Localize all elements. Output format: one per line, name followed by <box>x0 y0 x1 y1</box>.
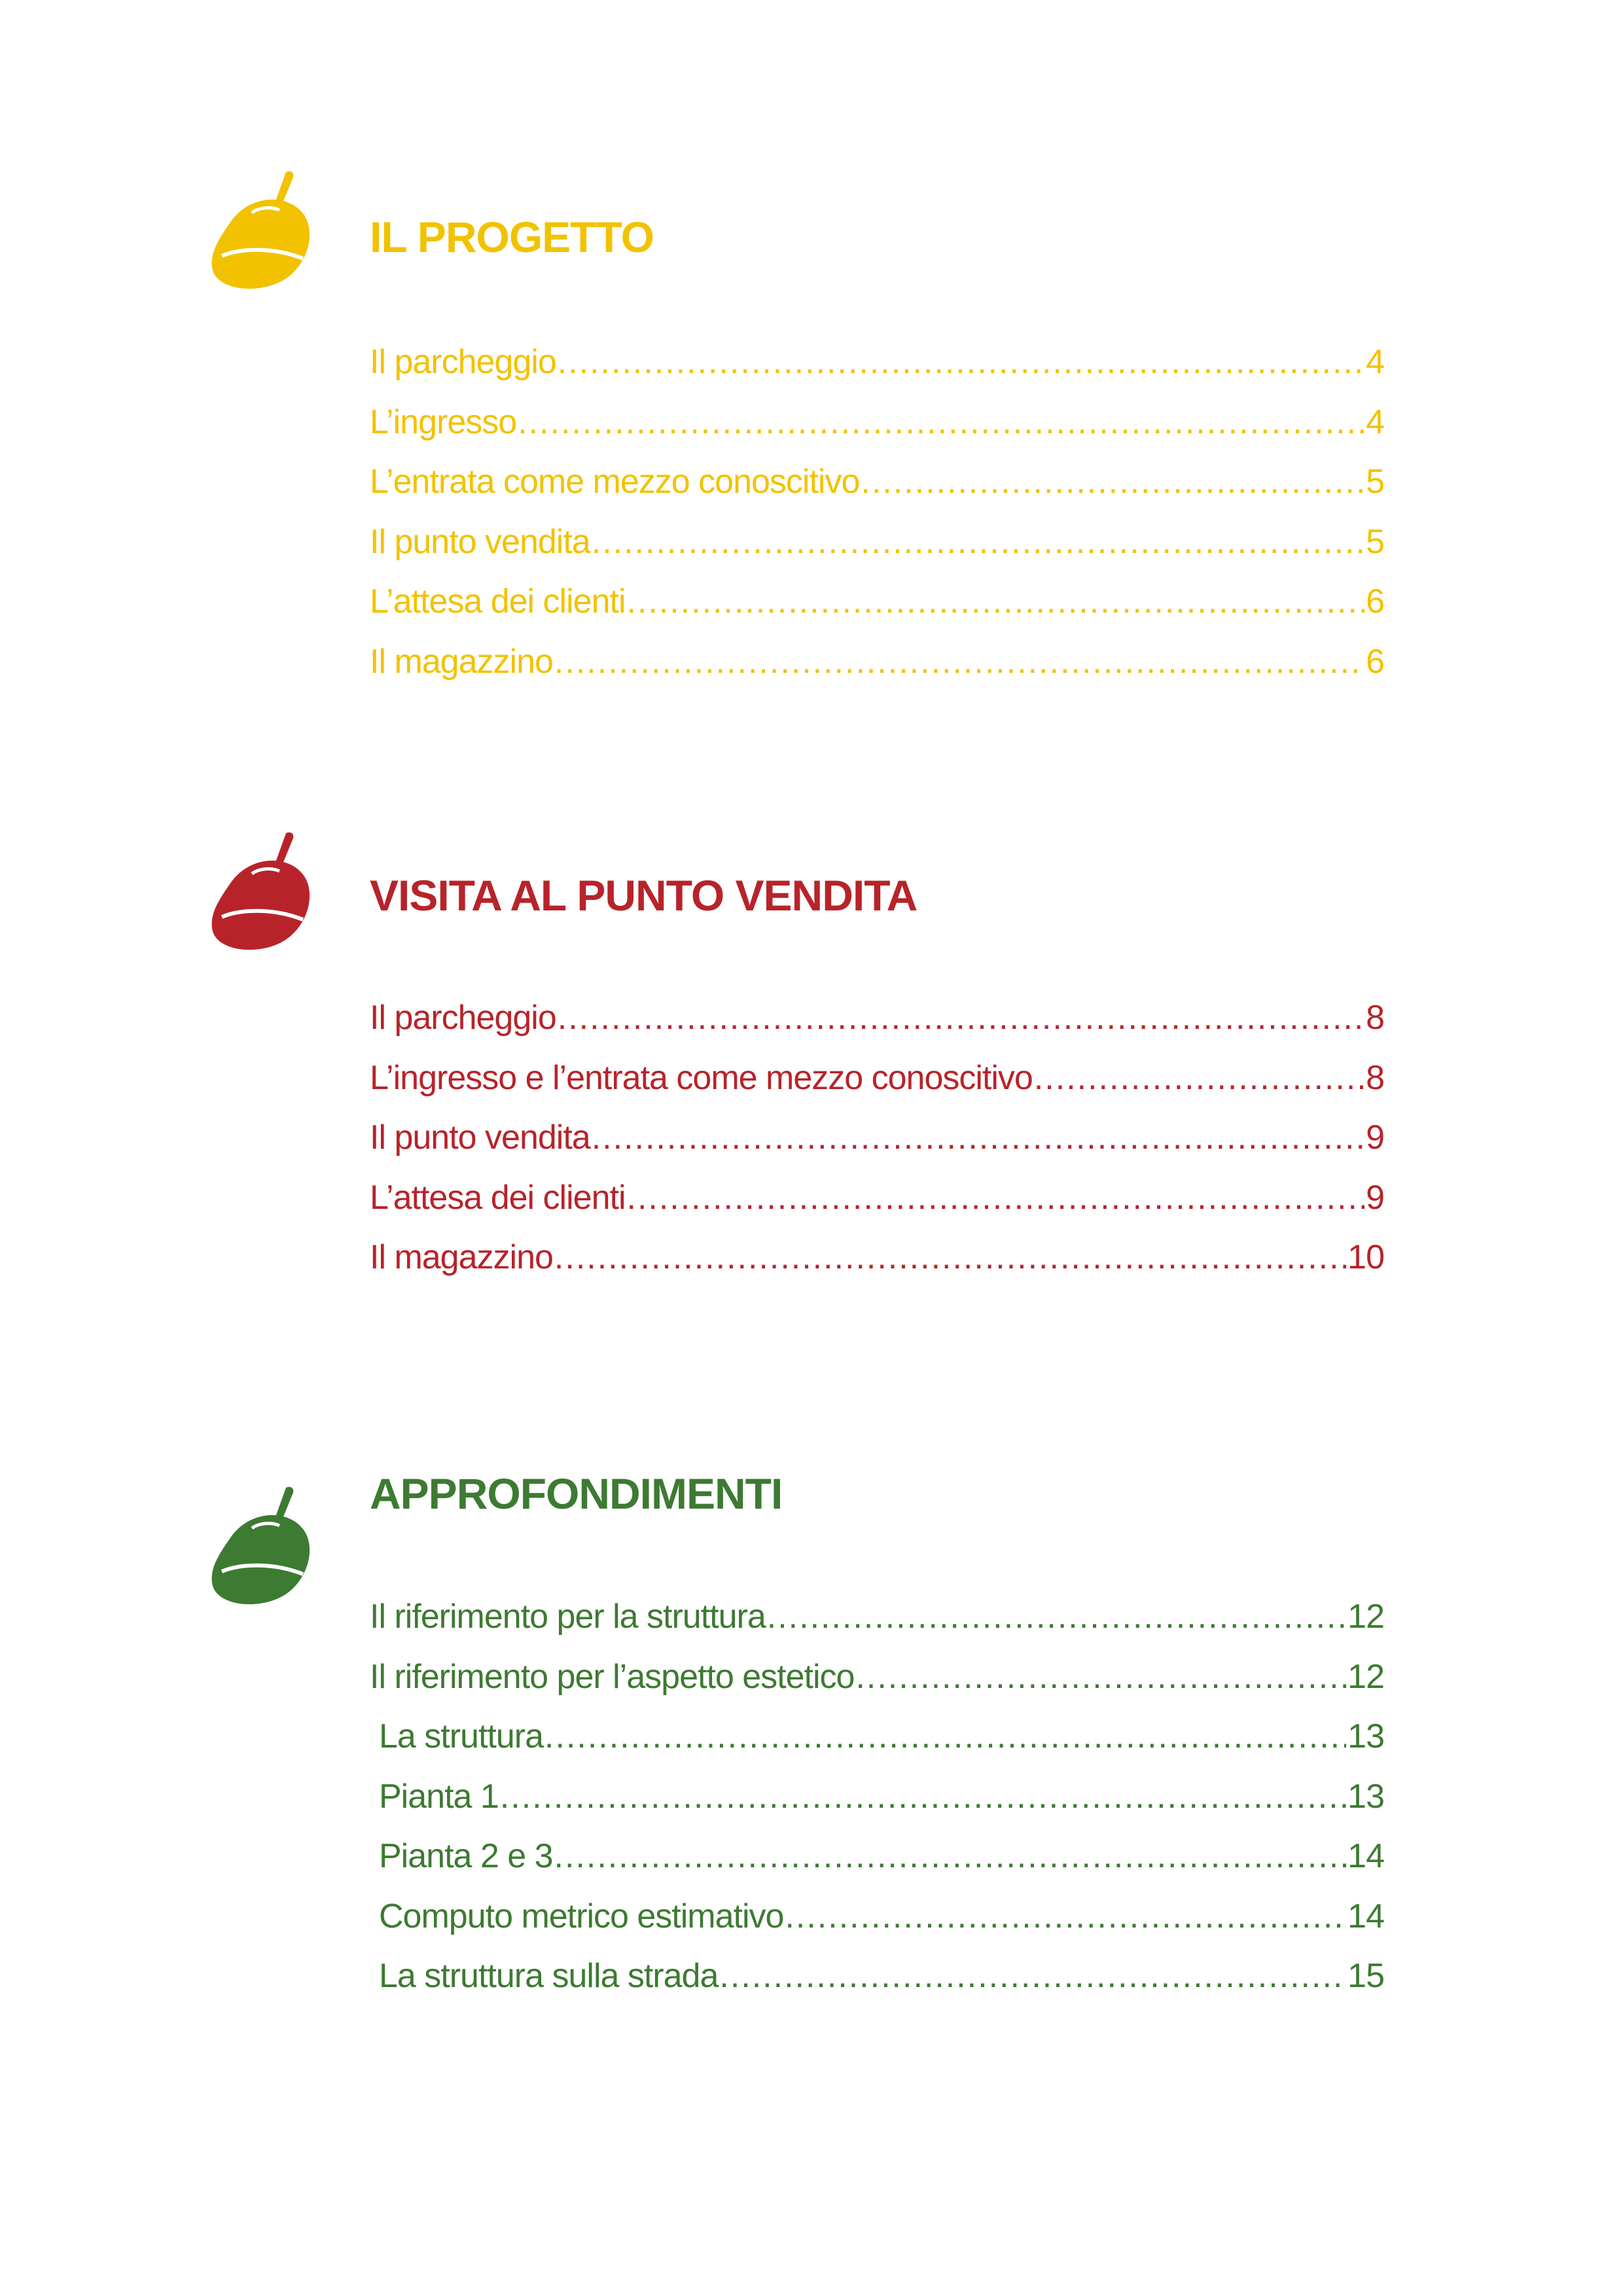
toc-item-label: Pianta 1 <box>379 1777 499 1816</box>
toc-item[interactable] <box>370 452 1384 512</box>
toc-item[interactable] <box>370 393 1384 453</box>
section-title: VISITA AL PUNTO VENDITA <box>370 871 918 920</box>
toc-item-page: 4 <box>1366 343 1384 381</box>
toc-item[interactable] <box>370 1887 1384 1947</box>
toc-item[interactable] <box>370 1168 1384 1229</box>
toc-item[interactable] <box>370 1946 1384 2007</box>
toc-item-label: L’ingresso e l’entrata come mezzo conoscitivo <box>370 1058 1033 1097</box>
toc-item-label: Il punto vendita <box>370 522 590 561</box>
toc-item-label: L’ingresso <box>370 403 517 441</box>
dot-leader <box>558 988 1364 1049</box>
toc-item-label: L’entrata come mezzo conoscitivo <box>370 463 860 501</box>
toc-item-page: 9 <box>1366 1178 1384 1217</box>
toc-item-label: L’attesa dei clienti <box>370 583 626 620</box>
toc-item-label: L’attesa dei clienti <box>370 1178 626 1217</box>
toc-item-page: 6 <box>1366 642 1384 681</box>
section-title: IL PROGETTO <box>370 213 654 261</box>
toc-list <box>370 1587 1384 2007</box>
toc-item-label: La struttura sulla strada <box>379 1957 719 1995</box>
toc-item-page: 13 <box>1347 1717 1384 1755</box>
toc-item-label: Il parcheggio <box>370 343 556 381</box>
dot-leader <box>627 572 1365 632</box>
toc-item-page: 5 <box>1366 522 1384 561</box>
dot-leader <box>518 393 1364 453</box>
toc-item-page: 8 <box>1366 1058 1384 1097</box>
dot-leader <box>627 1168 1365 1229</box>
toc-item-page: 5 <box>1366 463 1384 501</box>
dot-leader <box>554 632 1364 692</box>
toc-item[interactable] <box>370 1707 1384 1767</box>
toc-item[interactable] <box>370 1108 1384 1168</box>
toc-item[interactable] <box>370 1228 1384 1288</box>
dot-leader <box>554 1228 1346 1288</box>
toc-item[interactable] <box>370 1647 1384 1708</box>
dot-leader <box>861 452 1364 512</box>
toc-item[interactable] <box>370 1767 1384 1827</box>
toc-item-page: 8 <box>1366 999 1384 1037</box>
toc-item-label: Il parcheggio <box>370 999 556 1037</box>
toc-item-page: 14 <box>1347 1837 1384 1875</box>
toc-item-page: 4 <box>1366 403 1384 441</box>
toc-item-label: Il magazzino <box>370 1238 553 1276</box>
dot-leader <box>544 1707 1346 1767</box>
toc-item-label: Computo metrico estimativo <box>379 1897 784 1935</box>
toc-item[interactable] <box>370 632 1384 692</box>
toc-item-label: Pianta 2 e 3 <box>379 1837 553 1875</box>
toc-item[interactable] <box>370 1049 1384 1109</box>
toc-item-label: Il magazzino <box>370 642 553 681</box>
toc-item[interactable] <box>370 512 1384 573</box>
dot-leader <box>554 1827 1347 1887</box>
toc-item-page: 15 <box>1347 1957 1384 1995</box>
dot-leader <box>785 1887 1346 1947</box>
section-title: APPROFONDIMENTI <box>370 1469 783 1518</box>
toc-item[interactable] <box>370 1587 1384 1647</box>
toc-item-page: 13 <box>1347 1777 1384 1816</box>
toc-item-page: 10 <box>1347 1238 1384 1276</box>
toc-list <box>370 988 1384 1288</box>
pepper-icon <box>206 1482 324 1613</box>
toc-item-label: Il riferimento per l’aspetto estetico <box>370 1657 855 1696</box>
toc-item[interactable] <box>370 988 1384 1049</box>
toc-list <box>370 332 1384 692</box>
dot-leader <box>500 1767 1346 1827</box>
dot-leader <box>592 512 1364 573</box>
dot-leader <box>767 1587 1346 1647</box>
toc-item-page: 6 <box>1366 583 1384 620</box>
toc-item-page: 12 <box>1347 1598 1384 1636</box>
dot-leader <box>1034 1049 1364 1109</box>
dot-leader <box>855 1647 1346 1708</box>
pepper-icon <box>206 828 324 959</box>
pepper-icon <box>206 167 324 298</box>
toc-item-page: 9 <box>1366 1119 1384 1157</box>
toc-item[interactable] <box>370 572 1384 632</box>
toc-item-page: 14 <box>1347 1897 1384 1935</box>
dot-leader <box>719 1946 1346 2007</box>
dot-leader <box>558 332 1364 393</box>
toc-item-page: 12 <box>1347 1657 1384 1696</box>
toc-item-label: Il punto vendita <box>370 1119 590 1157</box>
toc-item[interactable] <box>370 332 1384 393</box>
toc-item-label: La struttura <box>379 1717 544 1755</box>
toc-item-label: Il riferimento per la struttura <box>370 1598 766 1636</box>
toc-item[interactable] <box>370 1827 1384 1887</box>
dot-leader <box>592 1108 1364 1168</box>
